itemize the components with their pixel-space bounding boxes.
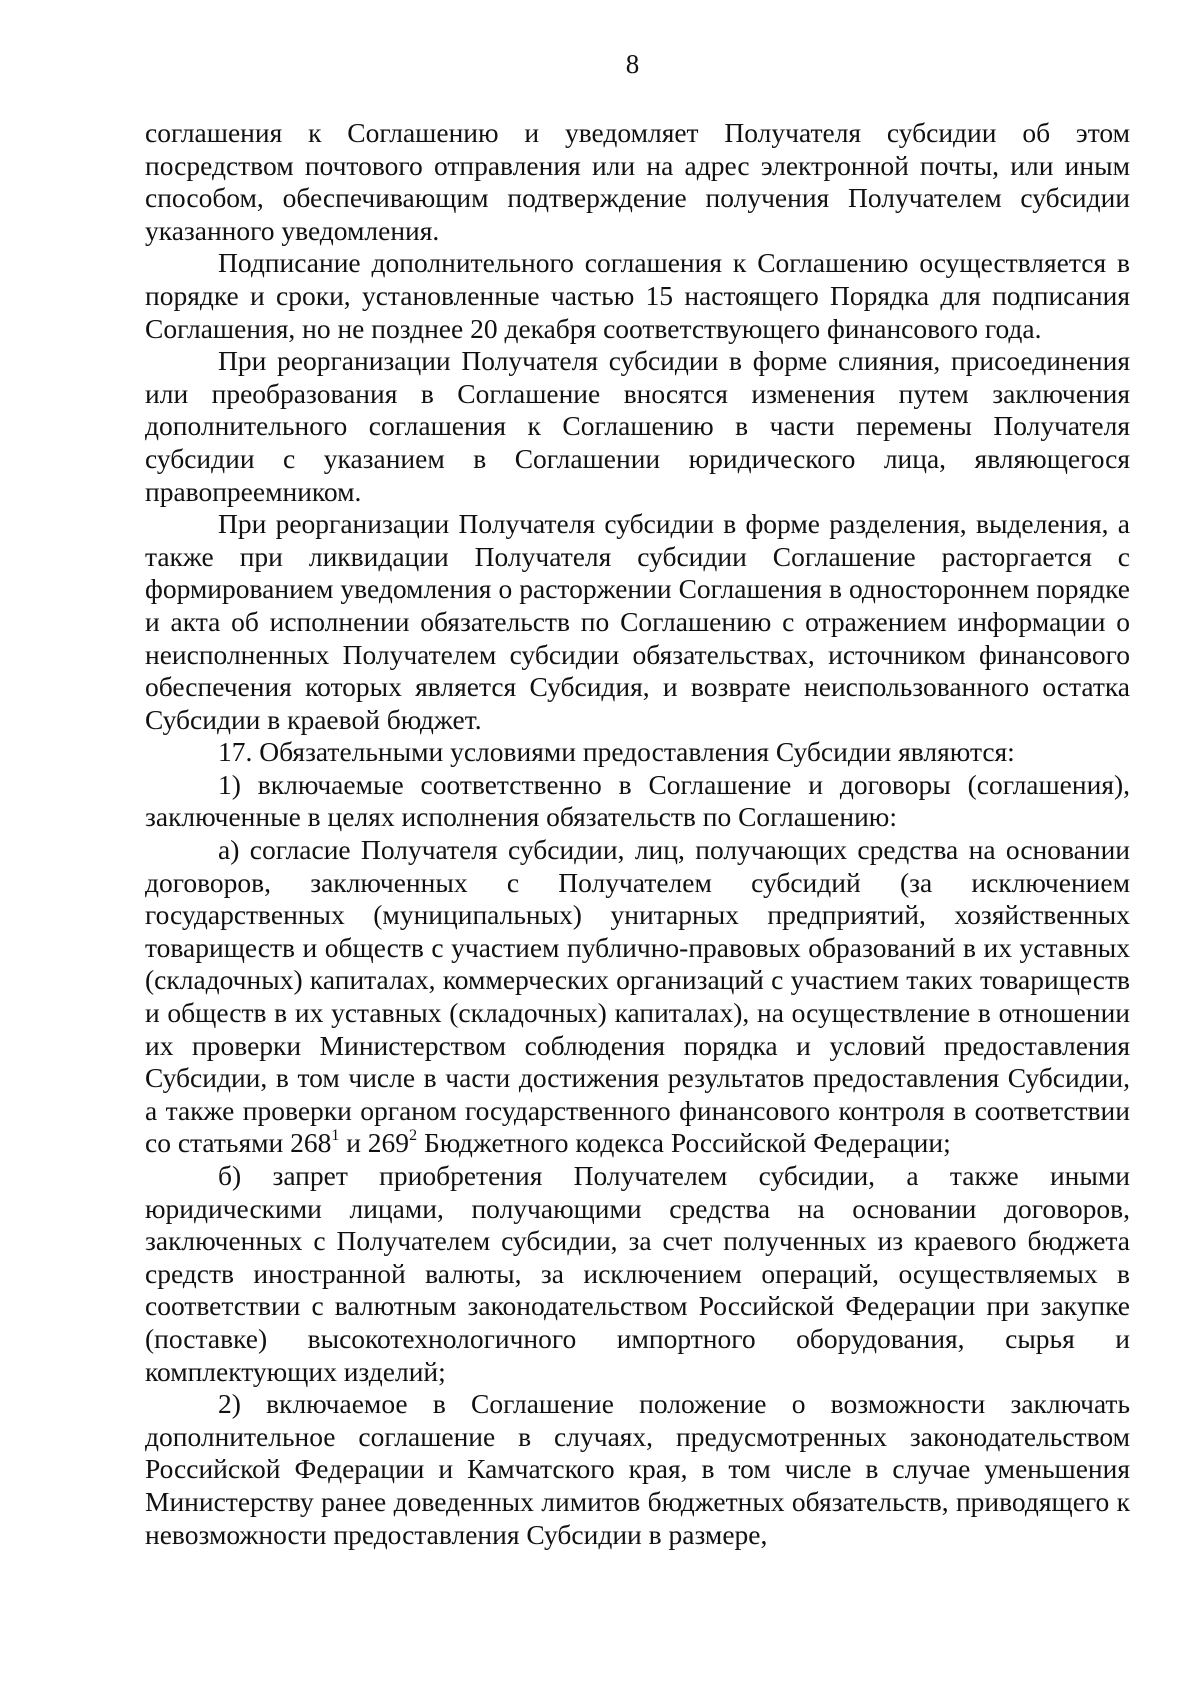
paragraph-reorganization-merger: При реорганизации Получателя субсидии в форме слияния, присоединения или преобразования в Соглашение вносятся изменения путем заключения дополнительного соглашения к Соглашению в части перемены Получателя субсидии с указанием в Соглашении юридического лица, являющегося правопреемником. bbox=[145, 345, 1130, 507]
paragraph-reorganization-division: При реорганизации Получателя субсидии в форме разделения, выделения, а также при ликвидации Получателя субсидии Соглашение расторгается с формированием уведомления о расторжении Соглашения в одностороннем порядке и акта об исполнении обязательств по Соглашению с отражением информации о неисполненных Получателем субсидии обязательствах, источником финансового обеспечения которых является Субсидия, и возврате неиспользованного остатка Субсидии в краевой бюджет. bbox=[145, 508, 1130, 735]
paragraph-item-2: 2) включаемое в Соглашение положение о возможности заключать дополнительное соглашение в случаях, предусмотренных законодательством Российской Федерации и Камчатского края, в том числе в случае уменьшения Министерству ранее доведенных лимитов бюджетных обязательств, приводящего к невозможности предоставления Субсидии в размере, bbox=[145, 1388, 1130, 1550]
item-1a-text-end: Бюджетного кодекса Российской Федерации; bbox=[417, 1127, 951, 1159]
paragraph-signing-terms: Подписание дополнительного соглашения к Соглашению осуществляется в порядке и сроки, установленные частью 15 настоящего Порядка для подписания Соглашения, но не позднее 20 декабря соответствующего финансового года. bbox=[145, 247, 1130, 344]
paragraph-clause-17-heading: 17. Обязательными условиями предоставления Субсидии являются: bbox=[218, 736, 1015, 768]
paragraph-item-1a bbox=[145, 834, 1130, 1160]
article-268-superscript: 1 bbox=[331, 1127, 340, 1145]
item-1a-text: а) согласие Получателя субсидии, лиц, получающих средства на основании договоров, заключенных с Получателем субсидий (за исключением государственных (муниципальных) унитарных предприятий, хозяйственных товариществ и обществ с участием публично-правовых образований в их уставных (складочных) капиталах, коммерческих организаций с участием таких товариществ и обществ в их уставных (складочных) капиталах), на осуществление в отношении их проверки Министерством соблюдения порядка и условий предоставления Субсидии, в том числе в части достижения результатов предоставления Субсидии, а также проверки органом государственного финансового контроля в соответствии со статьями 268 bbox=[145, 834, 1130, 1159]
paragraph-item-1b: б) запрет приобретения Получателем субсидии, а также иными юридическими лицами, получающими средства на основании договоров, заключенных с Получателем субсидии, за счет полученных из краевого бюджета средств иностранной валюты, за исключением операций, осуществляемых в соответствии с валютным законодательством Российской Федерации при закупке (поставке) высокотехнологичного импортного оборудования, сырья и комплектующих изделий; bbox=[145, 1160, 1130, 1387]
paragraph-item-1: 1) включаемые соответственно в Соглашение и договоры (соглашения), заключенные в целях исполнения обязательств по Соглашению: bbox=[145, 768, 1130, 833]
paragraph-notification-method: соглашения к Соглашению и уведомляет Получателя субсидии об этом посредством почтового отправления или на адрес электронной почты, или иным способом, обеспечивающим подтверждение получения Получателем субсидии указанного уведомления. bbox=[145, 117, 1130, 246]
document-body bbox=[145, 117, 1130, 1551]
page-number: 8 bbox=[625, 49, 640, 79]
item-1a-text-middle: и 269 bbox=[339, 1127, 410, 1159]
article-269-superscript: 2 bbox=[409, 1127, 418, 1145]
